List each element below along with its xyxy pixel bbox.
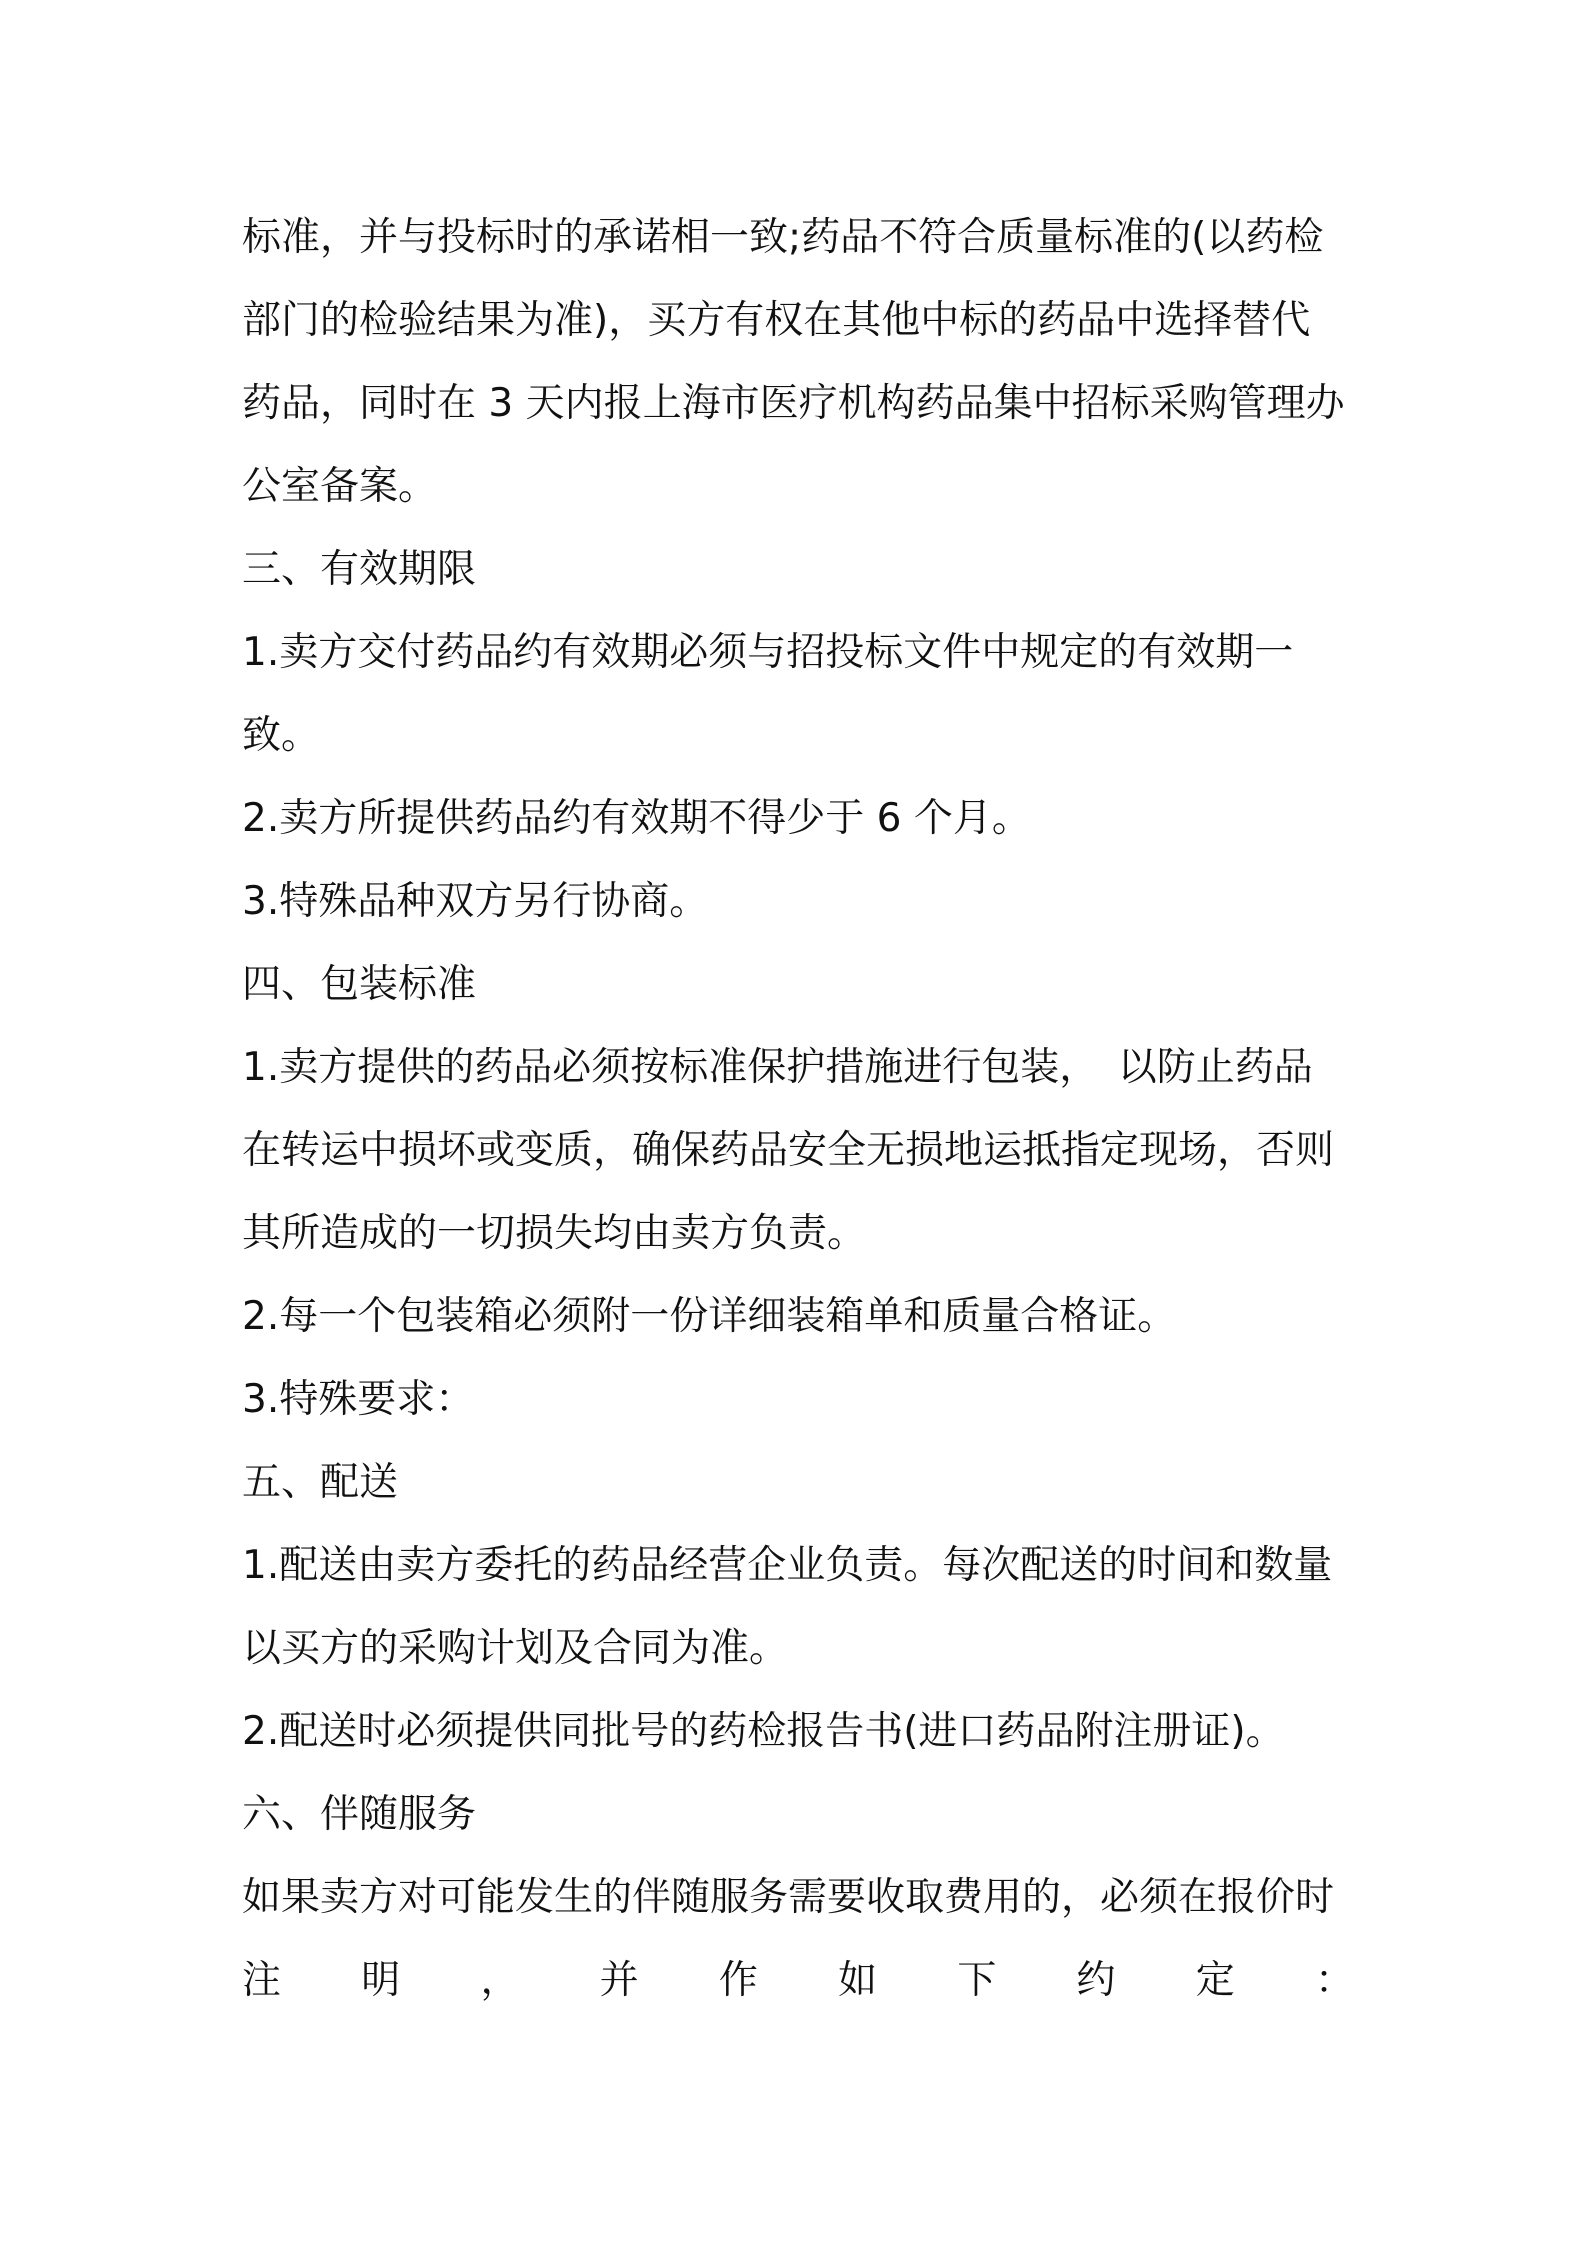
text-line: 公室备案。 [242,464,438,509]
text-line: 以买方的采购计划及合同为准。 [242,1626,789,1671]
text-line: 在转运中损坏或变质，确保药品安全无损地运抵指定现场，否则 [242,1128,1335,1173]
text-line: 3.特殊品种双方另行协商。 [242,879,709,924]
text-line: 2.卖方所提供药品约有效期不得少于 6 个月。 [242,796,1031,841]
text-line: 1.配送由卖方委托的药品经营企业负责。每次配送的时间和数量 [242,1543,1333,1588]
char: 下 [957,1958,997,2003]
char: 约 [1076,1958,1116,2003]
char: 并 [599,1958,639,2003]
char: 明 [361,1958,401,2003]
text-line: 如果卖方对可能发生的伴随服务需要收取费用的，必须在报价时 [242,1875,1335,1920]
char: 如 [838,1958,878,2003]
text-line: 药品，同时在 3 天内报上海市医疗机构药品集中招标采购管理办 [242,381,1345,426]
text-line: 致。 [242,713,321,758]
text-line: 其所造成的一切损失均由卖方负责。 [242,1211,867,1256]
justified-text-line [242,1939,1354,2022]
text-line: 标准，并与投标时的承诺相一致;药品不符合质量标准的(以药检 [242,215,1324,260]
section-heading-services: 六、伴随服务 [242,1792,477,1837]
char: 作 [718,1958,758,2003]
section-heading-validity: 三、有效期限 [242,547,477,592]
char: 注 [242,1958,282,2003]
char: 定 [1195,1958,1235,2003]
text-line: 2.每一个包装箱必须附一份详细装箱单和质量合格证。 [242,1294,1177,1339]
text-line: 2.配送时必须提供同批号的药检报告书(进口药品附注册证)。 [242,1709,1285,1754]
section-heading-packaging: 四、包装标准 [242,962,477,1007]
text-line: 部门的检验结果为准)，买方有权在其他中标的药品中选择替代 [242,298,1311,343]
text-line: 3.特殊要求： [242,1377,475,1422]
char: ， [480,1958,520,2003]
text-line: 1.卖方提供的药品必须按标准保护措施进行包装， 以防止药品 [242,1045,1313,1090]
char: ： [1314,1958,1354,2003]
document-body [242,196,1354,2022]
section-heading-delivery: 五、配送 [242,1460,399,1505]
text-line: 1.卖方交付药品约有效期必须与招投标文件中规定的有效期一 [242,630,1294,675]
